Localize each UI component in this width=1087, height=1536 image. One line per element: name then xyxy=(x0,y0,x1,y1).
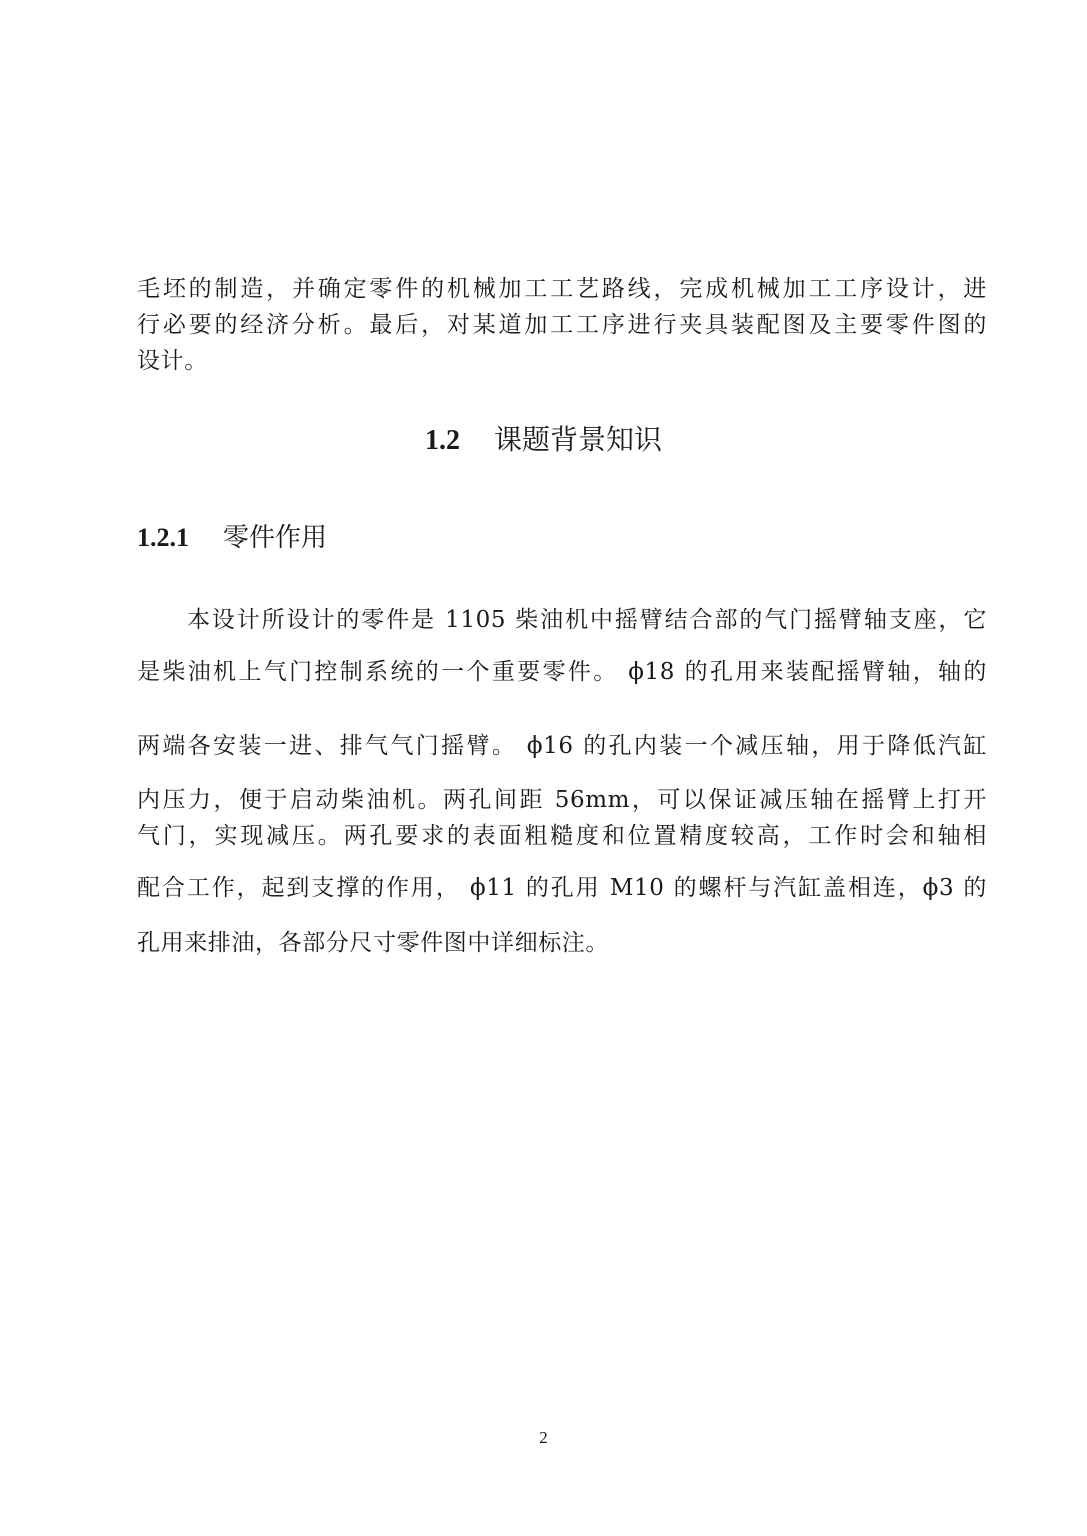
section-title: 课题背景知识 xyxy=(493,423,662,456)
paragraph-line: 是柴油机上气门控制系统的一个重要零件。 ϕ18 的孔用来装配摇臂轴，轴的 xyxy=(137,659,987,685)
section-heading xyxy=(0,418,1087,458)
paragraph-line: 气门，实现减压。两孔要求的表面粗糙度和位置精度较高，工作时会和轴相 xyxy=(137,823,987,849)
paragraph-line: 内压力，便于启动柴油机。两孔间距 56mm，可以保证减压轴在摇臂上打开 xyxy=(137,787,987,813)
page-number: 2 xyxy=(539,1428,548,1447)
subsection-title: 零件作用 xyxy=(223,523,328,553)
paragraph-line: 毛坯的制造，并确定零件的机械加工工艺路线，完成机械加工工序设计，进 xyxy=(137,276,987,302)
section-number: 1.2 xyxy=(424,425,460,456)
paragraph-line: 孔用来排油，各部分尺寸零件图中详细标注。 xyxy=(137,930,609,956)
paragraph-line: 本设计所设计的零件是 1105 柴油机中摇臂结合部的气门摇臂轴支座，它 xyxy=(187,607,987,633)
paragraph-line: 配合工作，起到支撑的作用， ϕ11 的孔用 M10 的螺杆与汽缸盖相连，ϕ3 的 xyxy=(137,875,987,901)
subsection-number: 1.2.1 xyxy=(137,523,189,552)
paragraph-line: 两端各安装一进、排气气门摇臂。 ϕ16 的孔内装一个减压轴，用于降低汽缸 xyxy=(137,733,987,759)
paragraph-line: 行必要的经济分析。最后，对某道加工工序进行夹具装配图及主要零件图的 xyxy=(137,312,987,338)
paragraph-line: 设计。 xyxy=(137,348,208,374)
subsection-heading xyxy=(137,517,327,554)
